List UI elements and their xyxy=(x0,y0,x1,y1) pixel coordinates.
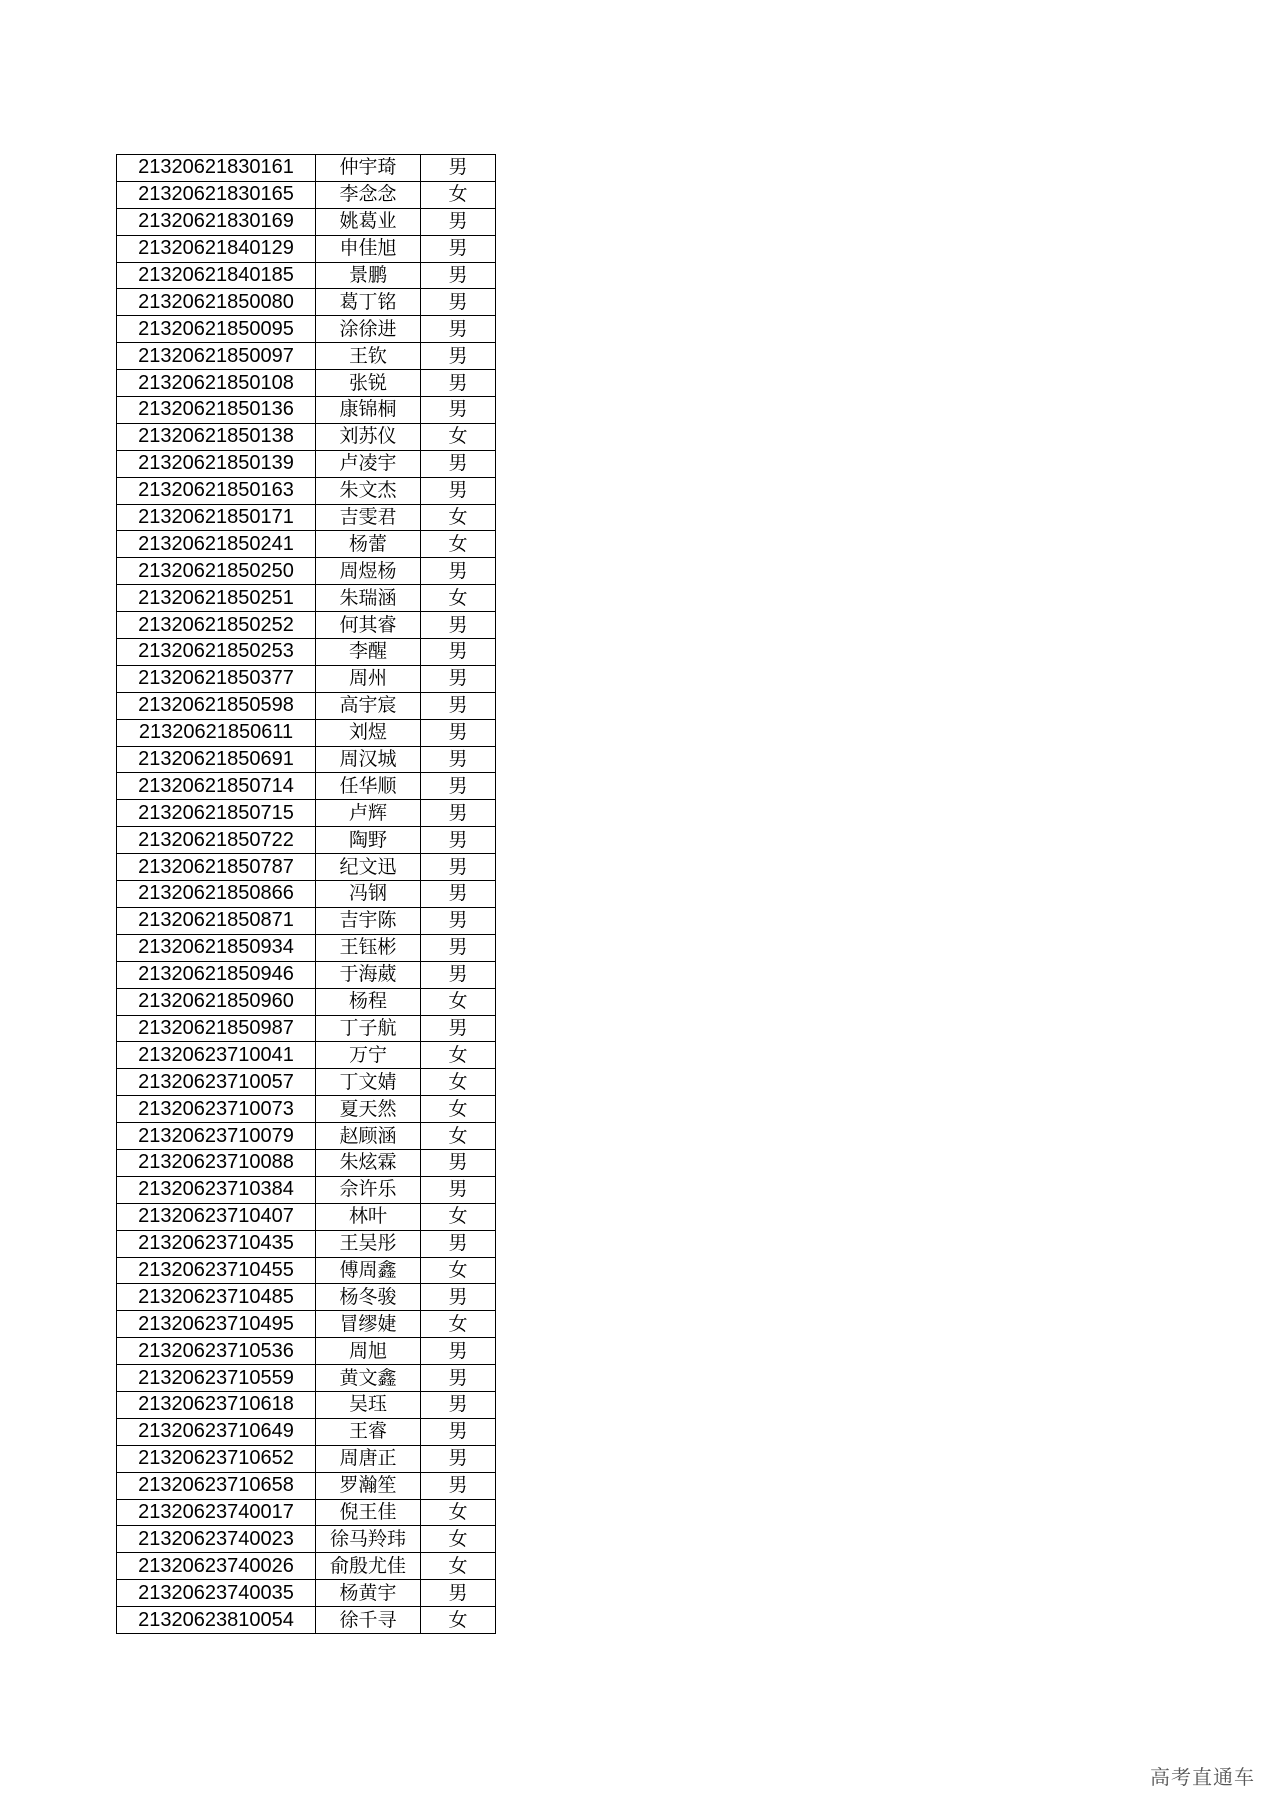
student-name-cell: 万宁 xyxy=(316,1042,421,1069)
table-row xyxy=(117,934,496,961)
student-name-cell: 倪王佳 xyxy=(316,1499,421,1526)
student-gender-cell: 女 xyxy=(421,988,496,1015)
student-gender-cell: 男 xyxy=(421,1365,496,1392)
student-id-cell: 21320623710559 xyxy=(117,1365,316,1392)
student-id-cell: 21320621830161 xyxy=(117,155,316,182)
student-name-cell: 朱炫霖 xyxy=(316,1149,421,1176)
student-id-cell: 21320621850097 xyxy=(117,343,316,370)
student-name-cell: 冒缪婕 xyxy=(316,1311,421,1338)
student-name-cell: 周煜杨 xyxy=(316,558,421,585)
student-id-cell: 21320623710079 xyxy=(117,1123,316,1150)
student-name-cell: 黄文鑫 xyxy=(316,1365,421,1392)
student-gender-cell: 女 xyxy=(421,1499,496,1526)
student-gender-cell: 女 xyxy=(421,1042,496,1069)
table-row xyxy=(117,1096,496,1123)
table-row xyxy=(117,907,496,934)
student-gender-cell: 男 xyxy=(421,289,496,316)
student-gender-cell: 男 xyxy=(421,1230,496,1257)
table-row xyxy=(117,343,496,370)
student-id-cell: 21320621850934 xyxy=(117,934,316,961)
student-id-cell: 21320621850080 xyxy=(117,289,316,316)
student-name-cell: 高宇宸 xyxy=(316,692,421,719)
student-name-cell: 王钦 xyxy=(316,343,421,370)
student-id-cell: 21320621850241 xyxy=(117,531,316,558)
student-name-cell: 丁子航 xyxy=(316,1015,421,1042)
student-gender-cell: 女 xyxy=(421,1257,496,1284)
table-row xyxy=(117,504,496,531)
table-row xyxy=(117,746,496,773)
table-row xyxy=(117,585,496,612)
student-id-cell: 21320621850253 xyxy=(117,639,316,666)
student-id-cell: 21320621850960 xyxy=(117,988,316,1015)
student-name-cell: 葛丁铭 xyxy=(316,289,421,316)
student-gender-cell: 男 xyxy=(421,477,496,504)
student-name-cell: 吴珏 xyxy=(316,1391,421,1418)
student-gender-cell: 女 xyxy=(421,1203,496,1230)
student-id-cell: 21320621850139 xyxy=(117,450,316,477)
table-row xyxy=(117,1042,496,1069)
table-row xyxy=(117,155,496,182)
student-gender-cell: 男 xyxy=(421,450,496,477)
student-id-cell: 21320621850691 xyxy=(117,746,316,773)
table-row xyxy=(117,639,496,666)
student-name-cell: 王钰彬 xyxy=(316,934,421,961)
student-name-cell: 吉雯君 xyxy=(316,504,421,531)
table-row xyxy=(117,262,496,289)
student-gender-cell: 男 xyxy=(421,397,496,424)
student-name-cell: 傅周鑫 xyxy=(316,1257,421,1284)
student-gender-cell: 男 xyxy=(421,854,496,881)
student-id-cell: 21320621850715 xyxy=(117,800,316,827)
student-id-cell: 21320621850866 xyxy=(117,881,316,908)
student-name-cell: 丁文婧 xyxy=(316,1069,421,1096)
student-id-cell: 21320623740017 xyxy=(117,1499,316,1526)
student-name-cell: 任华顺 xyxy=(316,773,421,800)
student-gender-cell: 男 xyxy=(421,1176,496,1203)
student-gender-cell: 男 xyxy=(421,343,496,370)
student-name-cell: 王吴彤 xyxy=(316,1230,421,1257)
student-name-cell: 刘苏仪 xyxy=(316,423,421,450)
student-name-cell: 于海葳 xyxy=(316,961,421,988)
student-gender-cell: 男 xyxy=(421,1015,496,1042)
student-id-cell: 21320623710384 xyxy=(117,1176,316,1203)
student-name-cell: 周汉城 xyxy=(316,746,421,773)
student-gender-cell: 男 xyxy=(421,235,496,262)
table-row xyxy=(117,1553,496,1580)
table-row xyxy=(117,423,496,450)
table-row xyxy=(117,1203,496,1230)
student-name-cell: 申佳旭 xyxy=(316,235,421,262)
student-gender-cell: 男 xyxy=(421,1472,496,1499)
student-id-cell: 21320621850138 xyxy=(117,423,316,450)
table-row xyxy=(117,1418,496,1445)
student-id-cell: 21320621850611 xyxy=(117,719,316,746)
student-name-cell: 何其睿 xyxy=(316,612,421,639)
student-name-cell: 王睿 xyxy=(316,1418,421,1445)
table-row xyxy=(117,773,496,800)
student-id-cell: 21320621850250 xyxy=(117,558,316,585)
table-row xyxy=(117,558,496,585)
student-gender-cell: 女 xyxy=(421,1553,496,1580)
student-id-cell: 21320621850377 xyxy=(117,665,316,692)
student-gender-cell: 男 xyxy=(421,1338,496,1365)
student-id-cell: 21320621850714 xyxy=(117,773,316,800)
student-id-cell: 21320623710057 xyxy=(117,1069,316,1096)
student-gender-cell: 男 xyxy=(421,639,496,666)
table-row xyxy=(117,692,496,719)
table-row xyxy=(117,450,496,477)
student-name-cell: 杨程 xyxy=(316,988,421,1015)
student-gender-cell: 男 xyxy=(421,1418,496,1445)
student-gender-cell: 女 xyxy=(421,1096,496,1123)
student-id-cell: 21320623710495 xyxy=(117,1311,316,1338)
table-row xyxy=(117,1069,496,1096)
table-row xyxy=(117,665,496,692)
student-gender-cell: 男 xyxy=(421,262,496,289)
student-id-cell: 21320623710618 xyxy=(117,1391,316,1418)
student-name-cell: 周州 xyxy=(316,665,421,692)
student-gender-cell: 男 xyxy=(421,961,496,988)
student-name-cell: 张锐 xyxy=(316,370,421,397)
student-id-cell: 21320621850251 xyxy=(117,585,316,612)
student-gender-cell: 男 xyxy=(421,155,496,182)
student-id-cell: 21320621840129 xyxy=(117,235,316,262)
student-id-cell: 21320623710658 xyxy=(117,1472,316,1499)
table-row xyxy=(117,612,496,639)
table-row xyxy=(117,800,496,827)
student-gender-cell: 男 xyxy=(421,934,496,961)
student-id-cell: 21320621830169 xyxy=(117,208,316,235)
student-id-cell: 21320621850163 xyxy=(117,477,316,504)
student-name-cell: 俞殷尤佳 xyxy=(316,1553,421,1580)
table-row xyxy=(117,477,496,504)
student-id-cell: 21320623810054 xyxy=(117,1607,316,1634)
student-id-cell: 21320621850987 xyxy=(117,1015,316,1042)
table-row xyxy=(117,988,496,1015)
table-row xyxy=(117,181,496,208)
table-row xyxy=(117,370,496,397)
student-id-cell: 21320621840185 xyxy=(117,262,316,289)
student-gender-cell: 女 xyxy=(421,504,496,531)
student-name-cell: 杨黄宇 xyxy=(316,1580,421,1607)
student-name-cell: 刘煜 xyxy=(316,719,421,746)
student-id-cell: 21320623710407 xyxy=(117,1203,316,1230)
student-gender-cell: 男 xyxy=(421,316,496,343)
table-row xyxy=(117,235,496,262)
student-name-cell: 姚葛业 xyxy=(316,208,421,235)
student-name-cell: 冯钢 xyxy=(316,881,421,908)
student-id-cell: 21320623710041 xyxy=(117,1042,316,1069)
table-row xyxy=(117,881,496,908)
student-id-cell: 21320621850722 xyxy=(117,827,316,854)
table-row xyxy=(117,1391,496,1418)
table-row xyxy=(117,1580,496,1607)
student-id-cell: 21320621850946 xyxy=(117,961,316,988)
table-row xyxy=(117,961,496,988)
student-gender-cell: 男 xyxy=(421,1391,496,1418)
table-row xyxy=(117,1445,496,1472)
student-gender-cell: 男 xyxy=(421,665,496,692)
student-name-cell: 李念念 xyxy=(316,181,421,208)
student-name-cell: 康锦桐 xyxy=(316,397,421,424)
student-name-cell: 朱瑞涵 xyxy=(316,585,421,612)
table-row xyxy=(117,208,496,235)
student-gender-cell: 男 xyxy=(421,746,496,773)
student-id-cell: 21320623740023 xyxy=(117,1526,316,1553)
table-row xyxy=(117,1149,496,1176)
student-name-cell: 卢凌宇 xyxy=(316,450,421,477)
student-name-cell: 徐马羚玮 xyxy=(316,1526,421,1553)
table-row xyxy=(117,1015,496,1042)
student-gender-cell: 男 xyxy=(421,692,496,719)
student-name-cell: 杨蕾 xyxy=(316,531,421,558)
table-row xyxy=(117,1499,496,1526)
table-row xyxy=(117,1311,496,1338)
student-name-cell: 夏天然 xyxy=(316,1096,421,1123)
table-row xyxy=(117,1338,496,1365)
student-id-cell: 21320623710652 xyxy=(117,1445,316,1472)
student-gender-cell: 女 xyxy=(421,1311,496,1338)
student-name-cell: 涂徐进 xyxy=(316,316,421,343)
student-gender-cell: 女 xyxy=(421,585,496,612)
student-gender-cell: 男 xyxy=(421,907,496,934)
student-name-cell: 卢辉 xyxy=(316,800,421,827)
student-gender-cell: 男 xyxy=(421,1284,496,1311)
student-name-cell: 朱文杰 xyxy=(316,477,421,504)
student-name-cell: 仲宇琦 xyxy=(316,155,421,182)
student-gender-cell: 男 xyxy=(421,1445,496,1472)
table-row xyxy=(117,1257,496,1284)
student-gender-cell: 女 xyxy=(421,423,496,450)
table-row xyxy=(117,1526,496,1553)
student-gender-cell: 男 xyxy=(421,800,496,827)
student-gender-cell: 男 xyxy=(421,612,496,639)
student-id-cell: 21320621850108 xyxy=(117,370,316,397)
student-gender-cell: 女 xyxy=(421,181,496,208)
student-id-cell: 21320621850871 xyxy=(117,907,316,934)
student-id-cell: 21320623740035 xyxy=(117,1580,316,1607)
student-gender-cell: 女 xyxy=(421,531,496,558)
student-name-cell: 陶野 xyxy=(316,827,421,854)
student-name-cell: 罗瀚笙 xyxy=(316,1472,421,1499)
table-row xyxy=(117,531,496,558)
student-name-cell: 纪文迅 xyxy=(316,854,421,881)
table-row xyxy=(117,1123,496,1150)
student-id-cell: 21320623710536 xyxy=(117,1338,316,1365)
table-row xyxy=(117,397,496,424)
student-gender-cell: 男 xyxy=(421,773,496,800)
student-name-cell: 杨冬骏 xyxy=(316,1284,421,1311)
student-id-cell: 21320621850095 xyxy=(117,316,316,343)
student-table-body xyxy=(117,155,496,1634)
student-gender-cell: 女 xyxy=(421,1069,496,1096)
student-id-cell: 21320623710649 xyxy=(117,1418,316,1445)
table-row xyxy=(117,1176,496,1203)
student-gender-cell: 男 xyxy=(421,370,496,397)
student-id-cell: 21320623710455 xyxy=(117,1257,316,1284)
student-id-cell: 21320621850598 xyxy=(117,692,316,719)
table-row xyxy=(117,316,496,343)
student-gender-cell: 男 xyxy=(421,881,496,908)
student-gender-cell: 男 xyxy=(421,719,496,746)
table-row xyxy=(117,1230,496,1257)
student-name-cell: 景鹏 xyxy=(316,262,421,289)
student-id-cell: 21320623710088 xyxy=(117,1149,316,1176)
table-row xyxy=(117,1607,496,1634)
student-name-cell: 徐千寻 xyxy=(316,1607,421,1634)
table-row xyxy=(117,1365,496,1392)
watermark-text: 高考直通车 xyxy=(1150,1765,1255,1789)
student-name-cell: 吉宇陈 xyxy=(316,907,421,934)
student-name-cell: 周唐正 xyxy=(316,1445,421,1472)
student-gender-cell: 女 xyxy=(421,1607,496,1634)
table-row xyxy=(117,1284,496,1311)
student-gender-cell: 女 xyxy=(421,1526,496,1553)
student-name-cell: 林叶 xyxy=(316,1203,421,1230)
student-id-cell: 21320623740026 xyxy=(117,1553,316,1580)
student-id-cell: 21320621850136 xyxy=(117,397,316,424)
student-id-cell: 21320623710073 xyxy=(117,1096,316,1123)
student-name-cell: 周旭 xyxy=(316,1338,421,1365)
student-table xyxy=(116,154,496,1634)
student-gender-cell: 男 xyxy=(421,558,496,585)
student-gender-cell: 男 xyxy=(421,827,496,854)
student-id-cell: 21320621850252 xyxy=(117,612,316,639)
student-id-cell: 21320623710485 xyxy=(117,1284,316,1311)
student-id-cell: 21320621850171 xyxy=(117,504,316,531)
student-gender-cell: 女 xyxy=(421,1123,496,1150)
student-name-cell: 佘许乐 xyxy=(316,1176,421,1203)
student-id-cell: 21320621850787 xyxy=(117,854,316,881)
student-id-cell: 21320623710435 xyxy=(117,1230,316,1257)
student-name-cell: 李醒 xyxy=(316,639,421,666)
student-gender-cell: 男 xyxy=(421,208,496,235)
student-name-cell: 赵顾涵 xyxy=(316,1123,421,1150)
student-gender-cell: 男 xyxy=(421,1580,496,1607)
table-row xyxy=(117,854,496,881)
table-row xyxy=(117,1472,496,1499)
table-row xyxy=(117,827,496,854)
table-row xyxy=(117,719,496,746)
student-gender-cell: 男 xyxy=(421,1149,496,1176)
table-row xyxy=(117,289,496,316)
student-id-cell: 21320621830165 xyxy=(117,181,316,208)
